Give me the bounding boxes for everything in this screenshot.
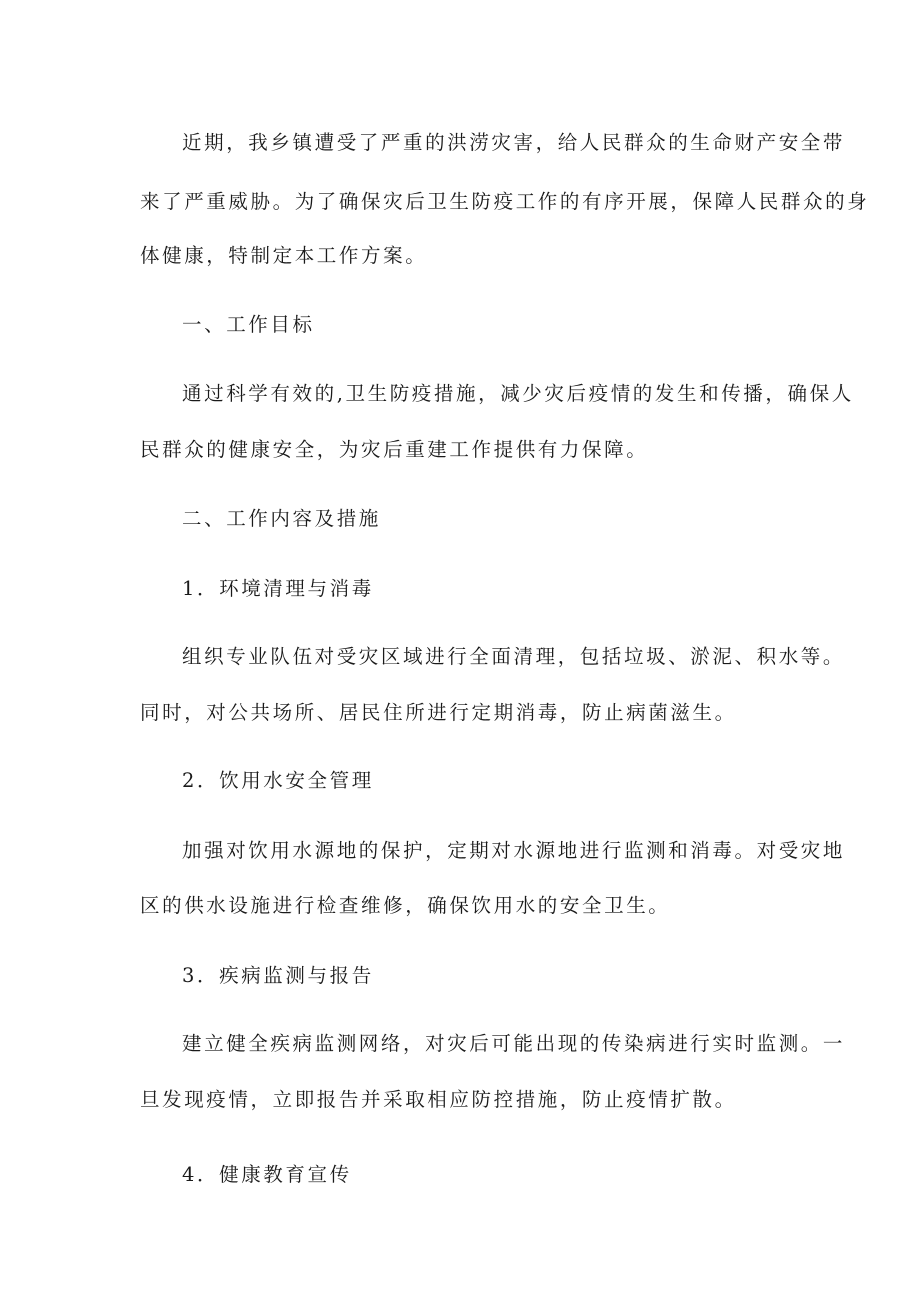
item-4-title: 4．健康教育宣传: [182, 1163, 352, 1186]
section-1-paragraph-line-2: 民群众的健康安全，为灾后重建工作提供有力保障。: [140, 438, 649, 461]
item-2-paragraph-line-1: 加强对饮用水源地的保护，定期对水源地进行监测和消毒。对受灾地: [182, 839, 846, 862]
section-2-heading: 二、工作内容及措施: [182, 507, 381, 530]
item-1-title: 1．环境清理与消毒: [182, 577, 374, 600]
item-2-paragraph-line-2: 区的供水设施进行检查维修，确保饮用水的安全卫生。: [140, 894, 671, 917]
item-2-title: 2．饮用水安全管理: [182, 769, 374, 792]
intro-paragraph-line-2: 来了严重威胁。为了确保灾后卫生防疫工作的有序开展，保障人民群众的身: [140, 190, 870, 213]
item-3-title: 3．疾病监测与报告: [182, 964, 374, 987]
item-3-paragraph-line-1: 建立健全疾病监测网络，对灾后可能出现的传染病进行实时监测。一: [182, 1032, 846, 1055]
section-1-paragraph-line-1: 通过科学有效的,卫生防疫措施，减少灾后疫情的发生和传播，确保人: [182, 382, 854, 405]
item-1-paragraph-line-2: 同时，对公共场所、居民住所进行定期消毒，防止病菌滋生。: [140, 701, 737, 724]
intro-paragraph-line-3: 体健康，特制定本工作方案。: [140, 244, 428, 267]
item-1-paragraph-line-1: 组织专业队伍对受灾区域进行全面清理，包括垃圾、淤泥、积水等。: [182, 645, 846, 668]
section-1-heading: 一、工作目标: [182, 313, 315, 336]
intro-paragraph-line-1: 近期，我乡镇遭受了严重的洪涝灾害，给人民群众的生命财产安全带: [182, 131, 846, 154]
item-3-paragraph-line-2: 旦发现疫情，立即报告并采取相应防控措施，防止疫情扩散。: [140, 1088, 737, 1111]
